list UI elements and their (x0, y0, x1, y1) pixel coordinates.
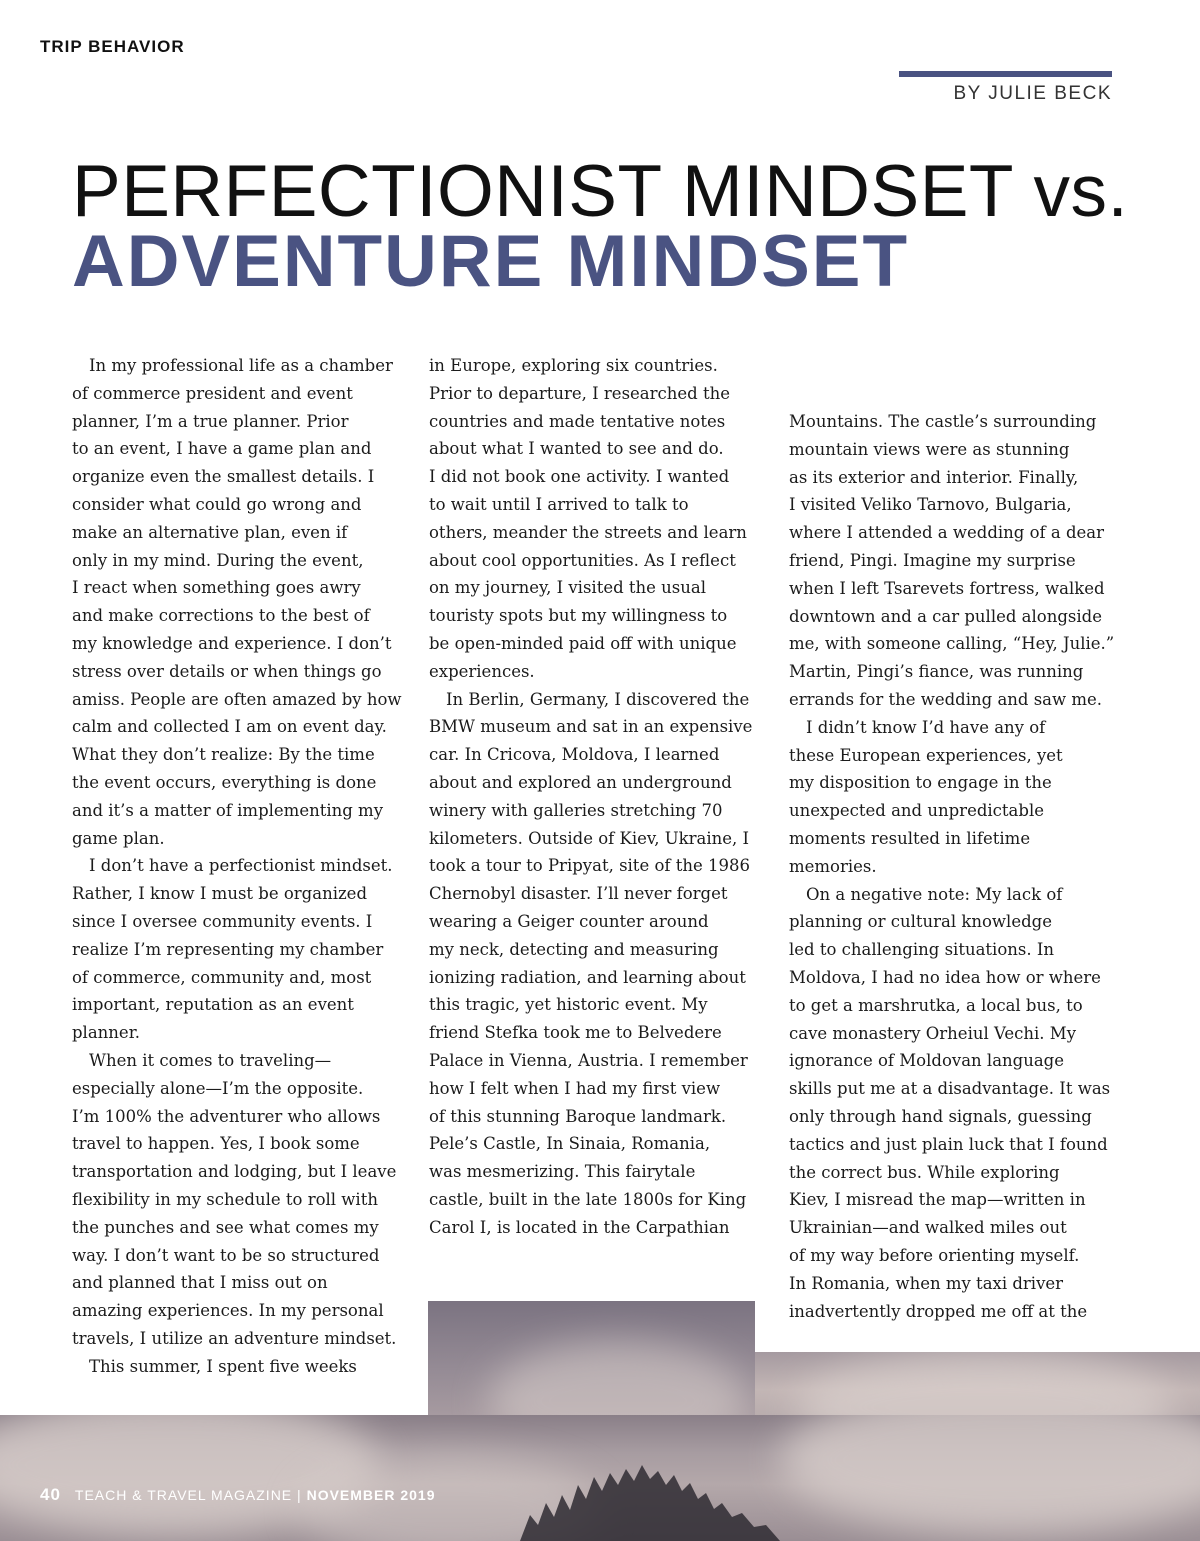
page-number: 40 (40, 1485, 61, 1504)
text-line: of my way before orienting myself. (789, 1245, 1080, 1265)
text-line: car. In Cricova, Moldova, I learned (429, 745, 720, 765)
text-line: winery with galleries stretching 70 (429, 800, 723, 820)
text-line: skills put me at a disadvantage. It was (789, 1079, 1111, 1099)
text-line: others, meander the streets and learn (429, 522, 747, 542)
text-line: this tragic, yet historic event. My (429, 995, 708, 1015)
text-line: travel to happen. Yes, I book some (72, 1134, 360, 1154)
text-line: about and explored an underground (429, 772, 732, 792)
text-line: castle, built in the late 1800s for King (429, 1189, 747, 1209)
text-line: planning or cultural knowledge (789, 912, 1052, 932)
text-line: In my professional life as a chamber (89, 356, 393, 375)
text-line: as its exterior and interior. Finally, (789, 467, 1079, 487)
text-line: In Berlin, Germany, I discovered the (446, 689, 750, 709)
text-line: Pele’s Castle, In Sinaia, Romania, (429, 1134, 711, 1154)
text-line: I don’t have a perfectionist mindset. (89, 856, 393, 876)
issue-date: NOVEMBER 2019 (306, 1487, 436, 1503)
text-line: especially alone—I’m the opposite. (72, 1078, 364, 1098)
text-line: in Europe, exploring six countries. (429, 356, 718, 375)
text-line: flexibility in my schedule to roll with (72, 1189, 378, 1209)
text-line: these European experiences, yet (789, 745, 1063, 765)
fog-cloud (795, 1352, 1175, 1415)
text-line: my disposition to engage in the (789, 773, 1052, 793)
text-line: errands for the wedding and saw me. (789, 689, 1103, 709)
text-line: Mountains. The castle’s surrounding (789, 412, 1097, 431)
text-line: ionizing radiation, and learning about (429, 967, 746, 987)
text-line: only through hand signals, guessing (789, 1106, 1092, 1126)
text-line: Kiev, I misread the map—written in (789, 1190, 1086, 1210)
text-line: mountain views were as stunning (789, 439, 1070, 459)
text-line: inadvertently dropped me off at the (789, 1301, 1088, 1321)
text-line: on my journey, I visited the usual (429, 578, 707, 598)
text-line: took a tour to Pripyat, site of the 1986 (429, 856, 750, 876)
text-line: important, reputation as an event (72, 995, 354, 1015)
text-line: ignorance of Moldovan language (789, 1051, 1065, 1071)
text-line: of commerce, community and, most (72, 967, 372, 987)
text-line: was mesmerizing. This fairytale (429, 1162, 696, 1182)
text-line: friend, Pingi. Imagine my surprise (789, 550, 1076, 570)
text-line: When it comes to traveling— (89, 1050, 332, 1070)
text-line: This summer, I spent five weeks (89, 1356, 357, 1376)
text-line: and planned that I miss out on (72, 1273, 328, 1293)
text-line: consider what could go wrong and (72, 494, 362, 514)
text-line: realize I’m representing my chamber (72, 939, 384, 959)
text-line: planner. (72, 1023, 141, 1043)
text-line: Prior to departure, I researched the (429, 383, 730, 403)
publication-name: TEACH & TRAVEL MAGAZINE (74, 1487, 293, 1503)
text-line: make an alternative plan, even if (72, 522, 348, 542)
text-line: to get a marshrutka, a local bus, to (789, 995, 1083, 1015)
text-line: memories. (789, 856, 877, 876)
text-line: only in my mind. During the event, (72, 550, 364, 570)
footer (40, 1485, 436, 1505)
text-line: how I felt when I had my first view (429, 1078, 721, 1098)
text-line: cave monastery Orheiul Vechi. My (789, 1023, 1077, 1043)
text-line: the punches and see what comes my (72, 1217, 379, 1237)
text-line: unexpected and unpredictable (789, 801, 1044, 821)
text-line: travels, I utilize an adventure mindset. (72, 1328, 397, 1348)
text-line: be open-minded paid off with unique (429, 633, 737, 653)
text-line: of this stunning Baroque landmark. (429, 1106, 727, 1126)
text-line: I’m 100% the adventurer who allows (72, 1106, 381, 1126)
text-line: when I left Tsarevets fortress, walked (789, 578, 1105, 598)
text-line: amiss. People are often amazed by how (72, 689, 402, 709)
text-line: led to challenging situations. In (789, 940, 1054, 960)
article-column-2 (429, 352, 759, 1242)
text-line: the event occurs, everything is done (72, 772, 377, 792)
text-line: where I attended a wedding of a dear (789, 523, 1105, 543)
text-line: BMW museum and sat in an expensive (429, 717, 753, 737)
text-line: stress over details or when things go (72, 661, 382, 681)
text-line: game plan. (72, 828, 165, 848)
title-line-2: ADVENTURE MINDSET (72, 221, 910, 302)
text-line: I did not book one activity. I wanted (429, 467, 730, 487)
text-line: and make corrections to the best of (72, 606, 370, 626)
text-line: I didn’t know I’d have any of (806, 717, 1046, 737)
text-line: amazing experiences. In my personal (72, 1301, 384, 1321)
text-line: and it’s a matter of implementing my (72, 800, 384, 820)
text-line: of commerce president and event (72, 383, 353, 403)
title-line-1: PERFECTIONIST MINDSET vs. (72, 151, 1129, 232)
text-line: countries and made tentative notes (429, 411, 726, 431)
text-line: about cool opportunities. As I reflect (429, 550, 736, 570)
text-line: my neck, detecting and measuring (429, 939, 719, 959)
text-line: planner, I’m a true planner. Prior (72, 411, 349, 431)
text-line: Palace in Vienna, Austria. I remember (429, 1050, 748, 1070)
text-line: Chernobyl disaster. I’ll never forget (429, 884, 728, 904)
fog-cloud (780, 1415, 1200, 1535)
article-column-1 (72, 352, 402, 1380)
section-label: TRIP BEHAVIOR (40, 37, 185, 56)
byline: BY JULIE BECK (953, 83, 1112, 104)
text-line: I react when something goes awry (72, 578, 361, 598)
text-line: tactics and just plain luck that I found (789, 1134, 1108, 1154)
text-line: Ukrainian—and walked miles out (789, 1218, 1067, 1238)
text-line: to wait until I arrived to talk to (429, 494, 689, 514)
landscape-photo-upper (428, 1301, 755, 1415)
text-line: Carol I, is located in the Carpathian (429, 1217, 730, 1237)
text-line: friend Stefka took me to Belvedere (429, 1023, 722, 1043)
footer-separator: | (297, 1487, 302, 1503)
text-line: Martin, Pingi’s fiance, was running (789, 662, 1084, 682)
text-line: touristy spots but my willingness to (429, 606, 728, 626)
text-line: moments resulted in lifetime (789, 828, 1031, 848)
forest-silhouette (520, 1455, 780, 1541)
text-line: organize even the smallest details. I (72, 467, 375, 487)
text-line: downtown and a car pulled alongside (789, 606, 1102, 626)
text-line: experiences. (429, 661, 535, 681)
text-line: calm and collected I am on event day. (72, 717, 387, 737)
text-line: to an event, I have a game plan and (72, 439, 372, 459)
text-line: way. I don’t want to be so structured (72, 1245, 380, 1265)
landscape-photo-right (755, 1352, 1200, 1415)
text-line: about what I wanted to see and do. (429, 439, 724, 459)
text-line: transportation and lodging, but I leave (72, 1162, 397, 1182)
text-line: since I oversee community events. I (72, 911, 373, 931)
byline-rule (899, 71, 1112, 77)
text-line: Moldova, I had no idea how or where (789, 967, 1101, 987)
text-line: me, with someone calling, “Hey, Julie.” (789, 634, 1115, 654)
text-line: In Romania, when my taxi driver (789, 1273, 1064, 1293)
text-line: Rather, I know I must be organized (72, 884, 368, 904)
text-line: my knowledge and experience. I don’t (72, 633, 392, 653)
text-line: I visited Veliko Tarnovo, Bulgaria, (789, 495, 1072, 515)
text-line: wearing a Geiger counter around (429, 911, 709, 931)
article-column-3 (789, 408, 1119, 1325)
fog-cloud (488, 1341, 748, 1415)
text-line: What they don’t realize: By the time (72, 745, 375, 765)
text-line: the correct bus. While exploring (789, 1162, 1060, 1182)
text-line: kilometers. Outside of Kiev, Ukraine, I (429, 828, 750, 848)
text-line: On a negative note: My lack of (806, 884, 1063, 904)
